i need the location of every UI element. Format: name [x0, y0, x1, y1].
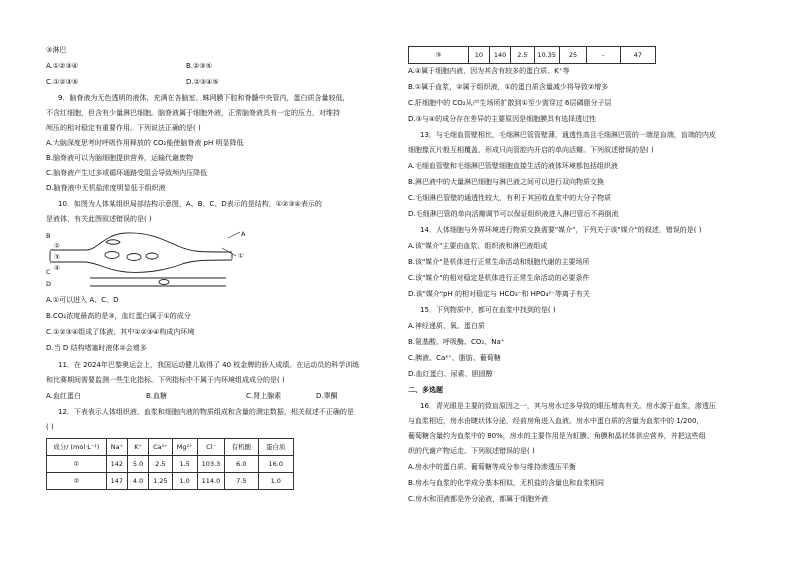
cell-4	[106, 240, 120, 245]
q9-stem-line3: 颅压的相对稳定有重要作用。下列说法正确的是( )	[46, 124, 201, 132]
table-row	[47, 456, 294, 473]
q11-stem-line2: 和比赛期间需要监测一些生化指标。下列指标中不属于内环境组成成分的是( )	[46, 376, 285, 384]
q12-option-c: C.肝细胞中的 CO₂从产生场所扩散到①至少需穿过 6层磷脂分子层	[408, 99, 612, 107]
table-cell: 1.0	[172, 473, 197, 490]
q13-option-a: A.毛细血管壁和毛细淋巴管壁细胞直接生活的液体环境都包括组织液	[408, 162, 618, 170]
q12-option-d: D.③与④的成分存在差异的主要原因是细胞膜具有选择透过性	[408, 115, 597, 123]
q11-options	[46, 393, 388, 403]
q15-stem: 15．下列物质中，都可在血浆中找到的是( )	[420, 306, 556, 314]
q16-stem-line1: 16．青光眼是主要的致盲原因之一，其与房水过多导致的眼压增高有关。房水源于血浆，渗透压	[420, 402, 716, 410]
q11-option-c: C.肾上腺素	[246, 392, 282, 400]
cell-1	[105, 252, 119, 259]
q9-stem-line2: 不含红细胞，但含有少量淋巴细胞。脑脊液属于细胞外液，正常脑脊液具有一定的压力，对维持	[46, 109, 340, 117]
table-cell: ①	[47, 456, 107, 473]
q12-table-top	[46, 438, 294, 490]
table-cell: 103.3	[197, 456, 224, 473]
table-cell: 10.35	[534, 47, 559, 64]
q11-option-a: A.血红蛋白	[46, 392, 81, 400]
q10-stem-line2: 是液体，有关此图叙述错误的是( )	[46, 215, 152, 223]
q9-option-a: A.大脑深度思考时呼吸作用释放的 CO₂能使脑脊液 pH 明显降低	[46, 139, 244, 147]
q16-option-b: B.房水与血浆的化学成分基本相似，无机盐的含量也和血浆相同	[408, 479, 605, 487]
label-c: C	[46, 268, 51, 276]
label-b: B	[46, 232, 51, 240]
q9-stem-line1: 9．脑脊液为无色透明的液体，充满在各脑室、蛛网膜下腔和脊髓中央管内，蛋白质含量较低，	[58, 94, 350, 102]
table-header-cell: K⁺	[127, 439, 148, 456]
q16-stem-line4: 织的代谢产物运走。下列叙述错误的是( )	[408, 447, 535, 455]
table-cell: ③	[409, 47, 469, 64]
q14-stem: 14．人体细胞与外界环境进行物质交换需要"媒介"，下列关于该"媒介"的叙述，错误的是( )	[420, 226, 702, 234]
q16-option-c: C.房水和泪液都是外分泌液，都属于细胞外液	[408, 495, 549, 503]
table-cell: 114.0	[197, 473, 224, 490]
label-d: D	[46, 280, 52, 288]
q10-option-c: C.①②③④组成了体液，其中①②③④构成内环境	[46, 328, 195, 336]
cell-3	[146, 253, 158, 259]
q13-stem-line1: 13．与毛细血管壁相比，毛细淋巴管管壁薄，通透性高且毛细淋巴管的一端是盲端，盲端的内皮	[420, 131, 716, 139]
q10-stem-line1: 10．如图为人体某组织局部结构示意图，A、B、C、D表示的是结构，①②③④表示的	[58, 200, 322, 208]
q13-option-c: C.毛细淋巴管壁的通透性较大，有利于其回收血浆中的大分子物质	[408, 194, 612, 202]
q8-option-c: C.①②③⑤	[46, 78, 79, 86]
q11-option-d: D.睾酮	[316, 392, 338, 400]
table-cell: 142	[106, 456, 127, 473]
q15-option-d: D.血红蛋白、尿素、胆固醇	[408, 370, 493, 378]
q8-option-b: B.②③⑤	[186, 62, 212, 70]
q8-option-a: A.①②③④	[46, 62, 78, 70]
table-header-cell: Na⁺	[106, 439, 127, 456]
q12-option-a: A.④属于细胞内液，因为其含有较多的蛋白质、K⁺等	[408, 67, 570, 75]
table-cell: 10	[468, 47, 489, 64]
q12-table-continued	[408, 46, 656, 64]
q12-option-b: B.①属于血浆，②属于组织液，①的蛋白质含量减少将导致②增多	[408, 83, 609, 91]
table-cell: ②	[47, 473, 107, 490]
table-header-row	[47, 439, 294, 456]
label-2: ②	[54, 242, 60, 250]
table-header-cell: Mg²⁺	[172, 439, 197, 456]
table-cell: 140	[489, 47, 510, 64]
table-cell: 47	[620, 47, 655, 64]
q16-option-a: A.房水中的蛋白质、葡萄糖等成分参与维持渗透压平衡	[408, 463, 576, 471]
q15-option-b: B.氨基酸、呼吸酶、CO₂、Na⁺	[408, 338, 505, 346]
q15-option-a: A.神经递质、氧、蛋白质	[408, 322, 485, 330]
table-cell: 5.0	[127, 456, 148, 473]
table-cell: -	[587, 47, 620, 64]
tissue-outline-bottom	[50, 260, 232, 272]
q9-option-b: B.脑脊液可以为脑细胞提供营养，运输代谢废物	[46, 154, 194, 162]
q14-option-a: A.该"媒介"主要由血浆、组织液和淋巴液组成	[408, 242, 548, 250]
table-cell: 1.25	[149, 473, 172, 490]
table-cell: 4.0	[127, 473, 148, 490]
table-header-cell: Ca²⁺	[149, 439, 172, 456]
tissue-diagram	[46, 228, 246, 290]
q13-stem-line2: 细胞像瓦片般互相覆盖，形成只向管腔内开启的单向活瓣。下列叙述错误的是( )	[408, 146, 654, 154]
table-cell: 16.0	[258, 456, 293, 473]
table-cell: 6.0	[225, 456, 258, 473]
table-row	[409, 47, 656, 64]
label-3: ③	[54, 253, 60, 261]
section-heading-multi-choice: 二、多选题	[408, 386, 443, 394]
q8-options-cd	[46, 79, 388, 89]
cell-2	[127, 254, 141, 261]
q11-option-b: B.血糖	[146, 392, 168, 400]
q13-option-b: B.淋巴液中的大量淋巴细胞与淋巴液之间可以进行双向物质交换	[408, 178, 605, 186]
q12-stem-line1: 12．下表表示人体组织液、血浆和细胞内液的物质组成和含量的测定数据，相关叙述不正确的是	[58, 408, 354, 416]
table-header-cell: Cl⁻	[197, 439, 224, 456]
q14-option-b: B.该"媒介"是机体进行正常生命活动和细胞代谢的主要场所	[408, 258, 590, 266]
q10-option-b: B.CO₂浓度最高的是③，血红蛋白属于①的成分	[46, 312, 191, 320]
table-header-cell: 成分/ (mol·L⁻¹)	[47, 439, 107, 456]
q10-option-a: A.①可以进入 A、C、D	[46, 296, 119, 304]
q16-stem-line2: 与血浆相近，房水由睫状体分泌，经前房角进入血液。房水中蛋白质的含量为血浆中的 1/200，	[408, 417, 704, 425]
table-cell: 7.5	[225, 473, 258, 490]
table-cell: 25	[559, 47, 586, 64]
label-1: ①	[238, 252, 244, 260]
q14-option-c: C.该"媒介"的相对稳定是机体进行正常生命活动的必要条件	[408, 274, 590, 282]
table-header-cell: 蛋白质	[258, 439, 293, 456]
q8-options-ab	[46, 63, 388, 73]
table-cell: 1.5	[172, 456, 197, 473]
table-header-cell: 有机酸	[225, 439, 258, 456]
q9-option-c: C.脑脊液产生过多或循环通路受阻会导致颅内压降低	[46, 169, 208, 177]
table-cell: 1.0	[258, 473, 293, 490]
table-cell: 2.5	[149, 456, 172, 473]
label-a: A	[241, 230, 246, 238]
lymph-vessel	[90, 278, 226, 286]
q11-stem-line1: 11．在 2024年巴黎奥运会上，我国运动健儿取得了 40 枚金牌的骄人成绩。在运动员的科学训练	[58, 361, 360, 369]
label-4: ④	[54, 264, 60, 272]
q8-item-3: ③淋巴	[46, 46, 67, 54]
table-cell: 2.5	[511, 47, 534, 64]
q10-option-d: D.当 D 结构堵塞时液体②会增多	[46, 344, 147, 352]
q8-option-d: D.②③④⑤	[186, 78, 219, 86]
tissue-outline-top	[50, 233, 232, 252]
table-row	[47, 473, 294, 490]
table-cell: 147	[106, 473, 127, 490]
vessel-cell	[159, 280, 169, 285]
q15-option-c: C.胰液、Ca²⁺、脂肪、葡萄糖	[408, 354, 501, 362]
q13-option-d: D.毛细淋巴管的单向活瓣调节可以保证组织液进入淋巴管后不再倒流	[408, 210, 619, 218]
q14-option-d: D.该"媒介"pH 的相对稳定与 HCO₃⁻和 HPO₄²⁻等离子有关	[408, 290, 590, 298]
q16-stem-line3: 葡萄糖含量约为血浆中的 80%，房水的主要作用是为虹膜、角膜和晶状体供应营养，并把这些组	[408, 432, 706, 440]
q9-option-d: D.脑脊液中无机盐浓度明显低于组织液	[46, 184, 166, 192]
q12-stem-line2: ( )	[46, 423, 54, 431]
